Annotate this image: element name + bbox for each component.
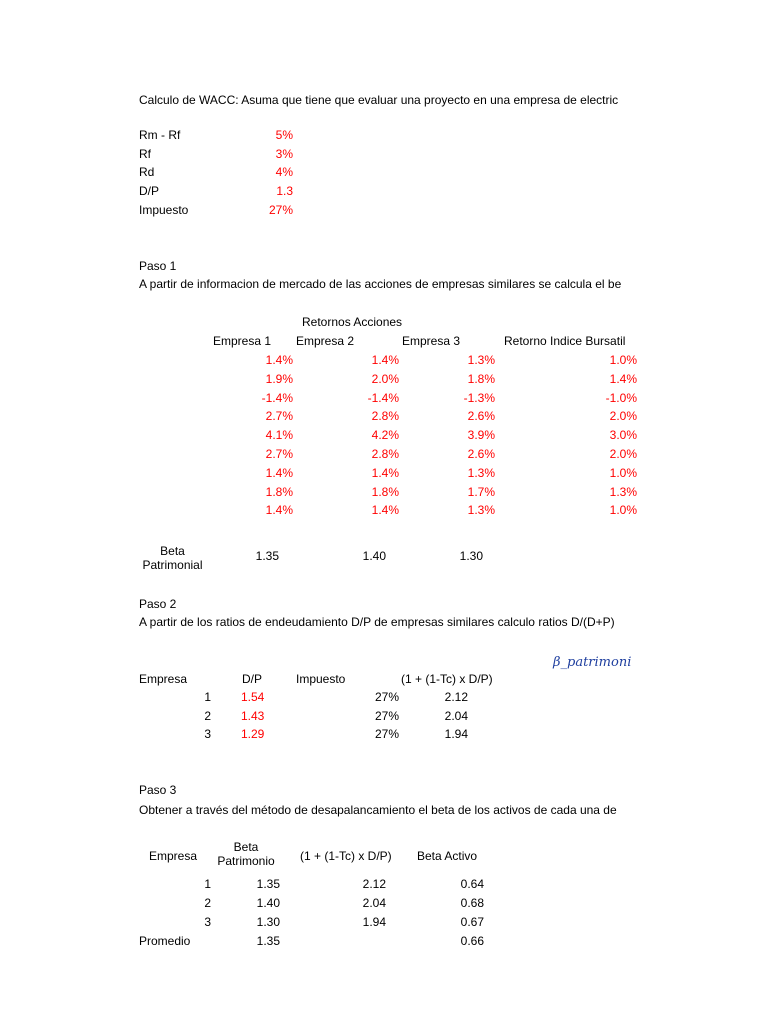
param-label: Rm - Rf	[139, 128, 181, 142]
param-value: 3%	[275, 147, 293, 161]
return-cell: 2.0%	[609, 447, 637, 461]
sheet-title: Calculo de WACC: Asuma que tiene que evaluar una proyecto en una empresa de electric	[139, 93, 619, 107]
return-cell: 1.0%	[609, 465, 637, 480]
dp-col-header: D/P	[242, 672, 263, 686]
beta-activo-value: 0.64	[460, 877, 484, 891]
return-cell: -1.3%	[463, 390, 495, 405]
return-cell: 2.7%	[265, 409, 293, 424]
header-line: Beta	[233, 840, 259, 854]
unlever-col-header: Empresa	[149, 849, 198, 863]
beta-activo-value: 0.67	[460, 914, 484, 929]
return-cell: 1.0%	[609, 503, 637, 518]
return-cell: 2.6%	[467, 447, 495, 461]
return-cell: 1.4%	[609, 371, 637, 386]
return-cell: 3.0%	[609, 428, 637, 443]
return-cell: 1.9%	[265, 371, 293, 386]
paso1-heading: Paso 1	[139, 259, 177, 273]
beta-value: 1.30	[459, 549, 483, 563]
param-label: Rf	[139, 147, 151, 161]
beta-value: 1.35	[255, 549, 279, 563]
paso2-heading: Paso 2	[139, 597, 177, 611]
factor-value: 1.94	[444, 727, 468, 741]
return-cell: 4.2%	[371, 428, 399, 443]
beta-value: 1.40	[362, 549, 386, 563]
beta-patrimonio-value: 1.30	[256, 914, 280, 929]
return-cell: 1.4%	[265, 465, 293, 480]
header-line: Patrimonio	[217, 854, 275, 868]
returns-col-header: Retorno Indice Bursatil	[504, 334, 626, 348]
empresa-number: 2	[204, 895, 211, 910]
return-cell: 1.4%	[265, 503, 293, 518]
return-cell: 2.0%	[609, 409, 637, 424]
return-cell: 2.0%	[371, 371, 399, 386]
return-cell: 1.4%	[371, 465, 399, 480]
return-cell: 1.4%	[371, 353, 399, 367]
impuesto-value: 27%	[374, 708, 399, 723]
param-label: Impuesto	[139, 203, 189, 217]
promedio-label: Promedio	[139, 934, 191, 948]
return-cell: -1.4%	[261, 390, 293, 405]
factor-value: 2.04	[444, 708, 468, 723]
return-cell: 1.7%	[467, 484, 495, 499]
factor-value: 2.12	[444, 690, 468, 704]
return-cell: -1.0%	[605, 390, 637, 405]
return-cell: 2.8%	[371, 447, 399, 461]
returns-col-header: Empresa 3	[402, 334, 461, 348]
param-value: 27%	[268, 203, 293, 217]
factor-value: 1.94	[362, 914, 386, 929]
empresa-number: 2	[204, 708, 211, 723]
dp-col-header: (1 + (1-Tc) x D/P)	[401, 672, 493, 686]
paso3-heading: Paso 3	[139, 783, 177, 797]
return-cell: 1.3%	[467, 503, 495, 518]
unlever-col-header	[213, 840, 279, 868]
beta-patrimonio-value: 1.35	[256, 877, 280, 891]
param-value: 1.3	[276, 184, 293, 198]
unlever-col-header: (1 + (1-Tc) x D/P)	[300, 849, 392, 863]
return-cell: 1.8%	[467, 371, 495, 386]
beta-activo-value: 0.68	[460, 895, 484, 910]
empresa-number: 3	[204, 914, 211, 929]
return-cell: 4.1%	[265, 428, 293, 443]
return-cell: 2.8%	[371, 409, 399, 424]
return-cell: -1.4%	[367, 390, 399, 405]
beta-label-line: Beta	[160, 544, 185, 558]
beta-patrimonial-label	[130, 544, 215, 572]
empresa-number: 1	[204, 877, 211, 891]
param-value: 5%	[275, 128, 293, 142]
promedio-beta: 1.35	[256, 934, 280, 948]
paso1-text: A partir de informacion de mercado de las acciones de empresas similares se calcula el be	[139, 277, 622, 291]
dp-value: 1.54	[241, 690, 265, 704]
param-label: Rd	[139, 165, 155, 179]
return-cell: 1.8%	[265, 484, 293, 499]
empresa-number: 3	[204, 727, 211, 741]
impuesto-value: 27%	[374, 690, 399, 704]
factor-value: 2.12	[362, 877, 386, 891]
dp-value: 1.43	[241, 708, 265, 723]
return-cell: 2.7%	[265, 447, 293, 461]
param-label: D/P	[139, 184, 160, 198]
return-cell: 1.8%	[371, 484, 399, 499]
unlever-col-header: Beta Activo	[417, 849, 478, 863]
param-value: 4%	[275, 165, 293, 179]
return-cell: 1.0%	[609, 353, 637, 367]
dp-col-header: Empresa	[139, 672, 188, 686]
return-cell: 1.3%	[467, 353, 495, 367]
beta-patrimonio-value: 1.40	[256, 895, 280, 910]
promedio-activo: 0.66	[460, 934, 484, 948]
returns-col-header: Empresa 1	[213, 334, 272, 348]
return-cell: 3.9%	[467, 428, 495, 443]
returns-col-header: Empresa 2	[296, 334, 355, 348]
beta-formula: β_patrimoni	[553, 655, 632, 670]
paso2-text: A partir de los ratios de endeudamiento D/P de empresas similares calculo ratios D/(D+P)	[139, 615, 615, 629]
return-cell: 1.4%	[265, 353, 293, 367]
return-cell: 1.3%	[609, 484, 637, 499]
dp-value: 1.29	[241, 727, 265, 741]
paso3-text: Obtener a través del método de desapalancamiento el beta de los activos de cada una de	[139, 803, 617, 817]
return-cell: 1.3%	[467, 465, 495, 480]
returns-group-header: Retornos Acciones	[302, 315, 403, 329]
dp-col-header: Impuesto	[296, 672, 346, 686]
empresa-number: 1	[204, 690, 211, 704]
factor-value: 2.04	[362, 895, 386, 910]
return-cell: 2.6%	[467, 409, 495, 424]
return-cell: 1.4%	[371, 503, 399, 518]
impuesto-value: 27%	[374, 727, 399, 741]
beta-label-line: Patrimonial	[142, 558, 203, 572]
